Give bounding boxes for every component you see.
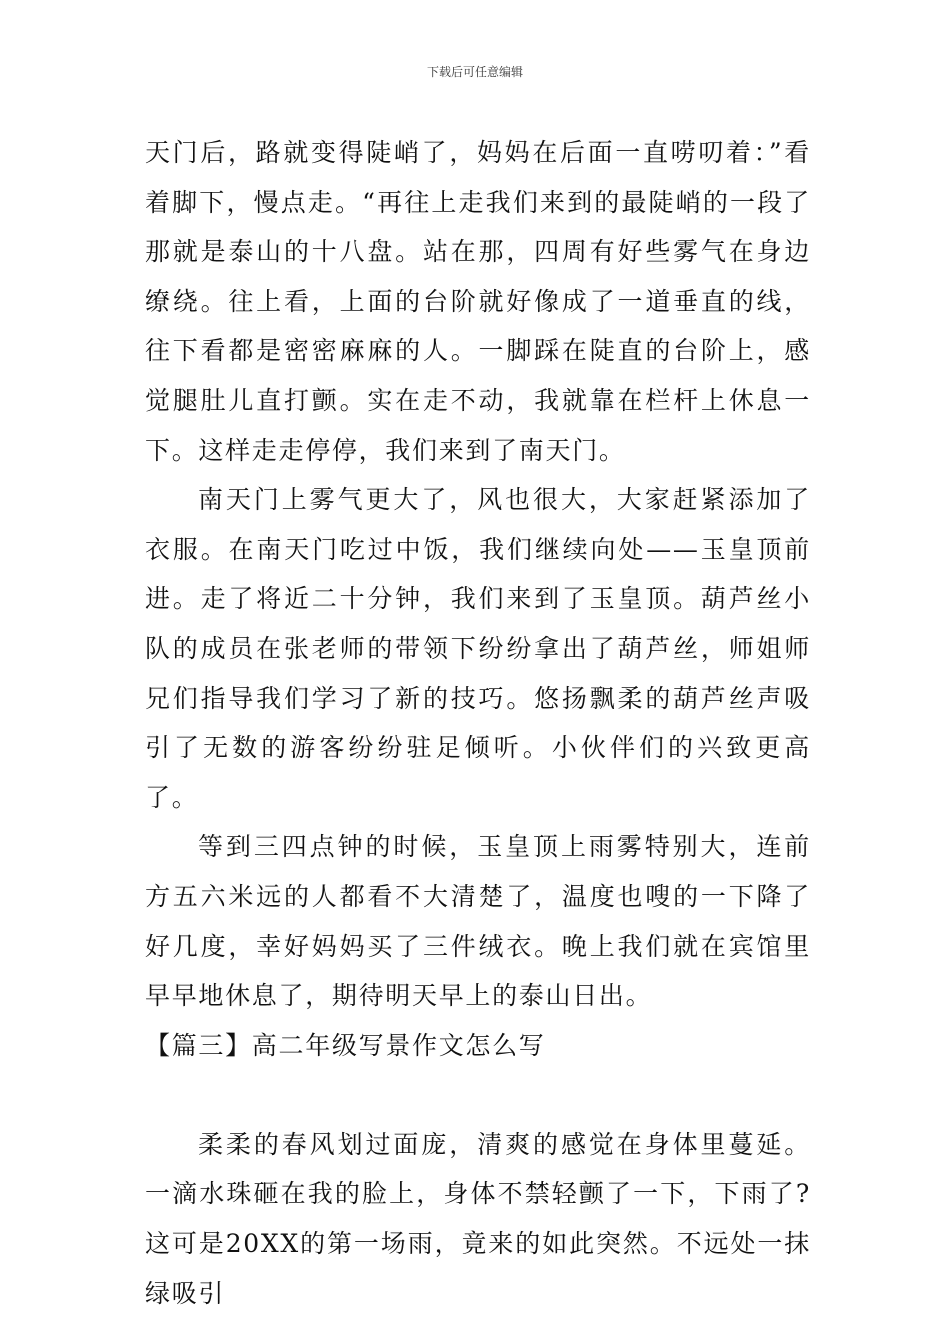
paragraph-south-gate: 南天门上雾气更大了，风也很大，大家赶紧添加了衣服。在南天门吃过中饭，我们继续向处——玉皇顶前进。走了将近二十分钟，我们来到了玉皇顶。葫芦丝小队的成员在张老师的带领下纷纷拿出了葫芦丝，师姐师兄们指导我们学习了新的技巧。悠扬飘柔的葫芦丝声吸引了无数的游客纷纷驻足倾听。小伙伴们的兴致更高了。 [145, 485, 811, 812]
document-body [145, 128, 811, 1318]
paragraph-continuation: 天门后，路就变得陡峭了，妈妈在后面一直唠叨着：”看着脚下，慢点走。“再往上走我们来到的最陡峭的一段了那就是泰山的十八盘。站在那，四周有好些雾气在身边缭绕。往上看，上面的台阶就好像成了一道垂直的线，往下看都是密密麻麻的人。一脚踩在陡直的台阶上，感觉腿肚儿直打颤。实在走不动，我就靠在栏杆上休息一下。这样走走停停，我们来到了南天门。 [145, 138, 811, 465]
section-heading: 【篇三】高二年级写景作文怎么写 [145, 1030, 546, 1060]
page-header-note: 下载后可任意编辑 [426, 65, 523, 79]
paragraph-evening: 等到三四点钟的时候，玉皇顶上雨雾特别大，连前方五六米远的人都看不大清楚了，温度也嗖的一下降了好几度，幸好妈妈买了三件绒衣。晚上我们就在宾馆里早早地休息了，期待明天早上的泰山日出。 [145, 832, 811, 1011]
paragraph-spring-rain: 柔柔的春风划过面庞，清爽的感觉在身体里蔓延。一滴水珠砸在我的脸上，身体不禁轻颤了一下，下雨了?这可是20XX的第一场雨，竟来的如此突然。不远处一抹绿吸引 [145, 1129, 811, 1308]
